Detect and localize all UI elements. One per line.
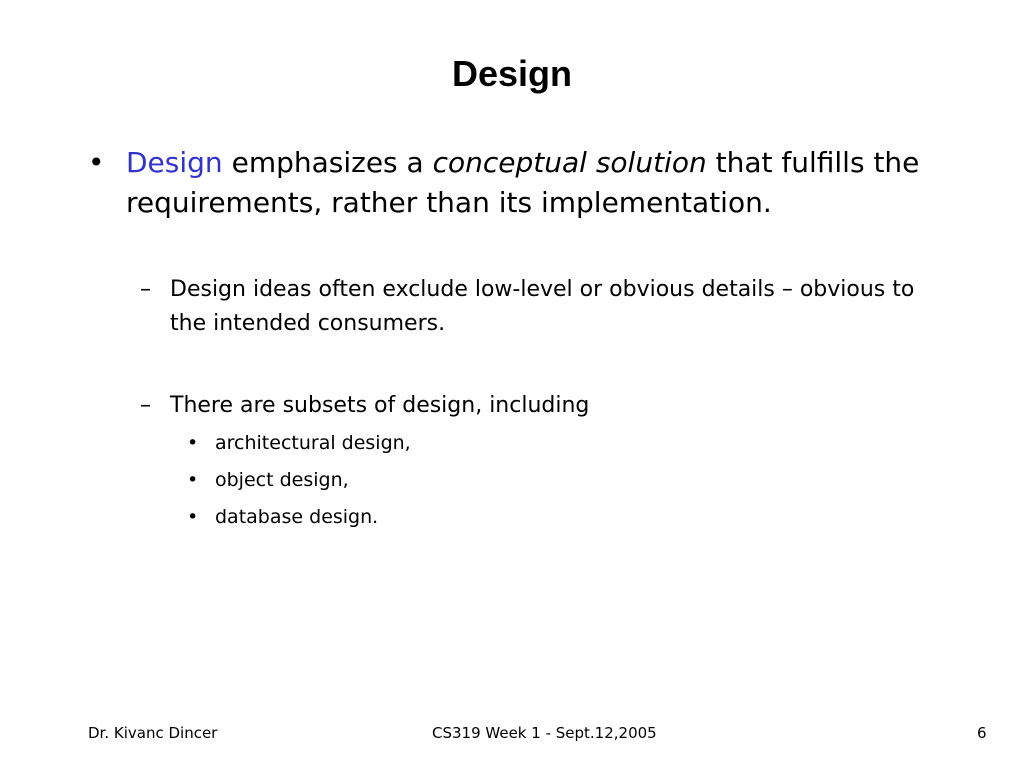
subsubpoint-3-text: database design. — [215, 506, 379, 528]
dash-marker: – — [140, 277, 151, 302]
bullet-marker: • — [187, 506, 199, 528]
bullet-marker: • — [187, 432, 199, 454]
bullet-marker: • — [187, 469, 199, 491]
main-bullet-part1: emphasizes a — [222, 146, 433, 179]
subpoint-2-text: There are subsets of design, including — [170, 393, 590, 418]
main-bullet-italic: conceptual solution — [432, 146, 707, 179]
main-bullet-part2: that fulfills the requirements, rather than its implementation. — [126, 146, 920, 219]
main-bullet-text — [126, 143, 926, 223]
subpoint-1-text: Design ideas often exclude low-level or obvious details – obvious to the intended consumers. — [170, 277, 915, 336]
subsubpoint-1-text: architectural design, — [215, 432, 411, 454]
slide-title: Design — [451, 53, 573, 94]
dash-marker: – — [140, 393, 151, 418]
bullet-marker: • — [88, 146, 105, 179]
footer-course: CS319 Week 1 - Sept.12,2005 — [432, 724, 657, 742]
footer-page-number: 6 — [977, 724, 987, 742]
footer-author: Dr. Kivanc Dincer — [88, 724, 218, 742]
design-term: Design — [126, 146, 223, 179]
subsubpoint-2-text: object design, — [215, 469, 349, 491]
